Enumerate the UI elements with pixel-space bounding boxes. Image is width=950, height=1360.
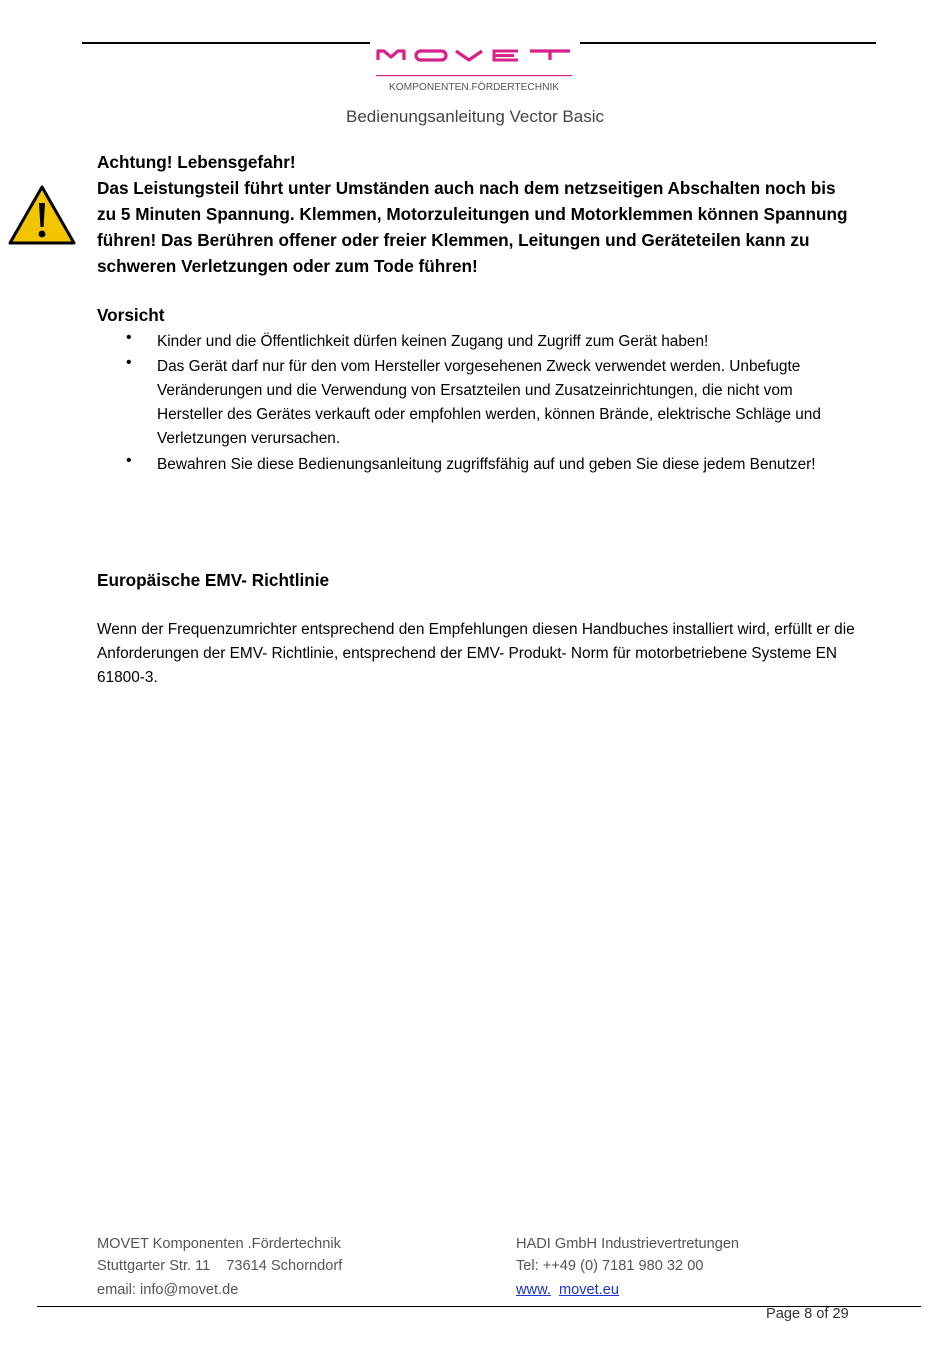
document-title: Bedienungsanleitung Vector Basic: [345, 107, 604, 126]
footer-phone: Tel: ++49 (0) 7181 980 32 00: [516, 1258, 704, 1274]
movet-logo: [372, 44, 576, 94]
footer-www-link[interactable]: www.: [516, 1282, 551, 1298]
warning-body: Das Leistungsteil führt unter Umständen auch nach dem netzseitigen Abschalten noch bis zu 5 Minuten Spannung. Klemmen, Motorzuleitungen und Motorklemmen können Spannung führen! Das Berühren offener oder freier Klemmen, Leitungen und Geräteteilen kann zu schweren Verletzungen oder zum Tode führen!: [97, 178, 848, 276]
emv-paragraph: Wenn der Frequenzumrichter entsprechend den Empfehlungen diesen Handbuches installiert wird, erfüllt er die Anforderungen der EMV- Richtlinie, entsprechend der EMV- Produkt- Norm für motorbetriebene Systeme EN 61800-3.: [97, 621, 855, 686]
list-item: • Kinder und die Öffentlichkeit dürfen keinen Zugang und Zugriff zum Gerät haben!: [157, 330, 847, 354]
section-heading-emv: Europäische EMV- Richtlinie: [97, 570, 330, 590]
warning-title: Achtung! Lebensgefahr!: [97, 152, 296, 172]
header-rule-left: [82, 42, 370, 44]
vorsicht-list: [157, 330, 847, 478]
warning-text: [97, 149, 857, 279]
page-number: Page 8 of 29: [766, 1306, 849, 1322]
list-item: • Bewahren Sie diese Bedienungsanleitung zugriffsfähig auf und geben Sie diese jedem Benutzer!: [157, 453, 847, 477]
footer-domain-link[interactable]: movet.eu: [558, 1282, 620, 1298]
logo-subtitle: KOMPONENTEN.FÖRDERTECHNIK: [388, 82, 560, 93]
footer-address: [97, 1258, 342, 1274]
footer-website: [516, 1282, 619, 1298]
footer-city: 73614 Schorndorf: [226, 1258, 343, 1274]
footer-email[interactable]: email: info@movet.de: [97, 1282, 239, 1298]
footer-company-left: MOVET Komponenten .Fördertechnik: [97, 1236, 341, 1252]
list-item: • Das Gerät darf nur für den vom Hersteller vorgesehenen Zweck verwendet werden. Unbefugte Veränderungen und die Verwendung von Ersatzteilen und Zusatzeinrichtungen, die nicht vom Hersteller des Gerätes verkauft oder empfohlen werden, können Brände, elektrische Schläge und Verletzungen verursachen.: [157, 355, 847, 451]
warning-triangle-icon: [8, 184, 76, 246]
footer-company-right: HADI GmbH Industrievertretungen: [516, 1236, 740, 1252]
section-heading-vorsicht: Vorsicht: [97, 305, 165, 325]
header-rule-right: [580, 42, 876, 44]
footer-street: Stuttgarter Str. 11: [97, 1258, 211, 1274]
